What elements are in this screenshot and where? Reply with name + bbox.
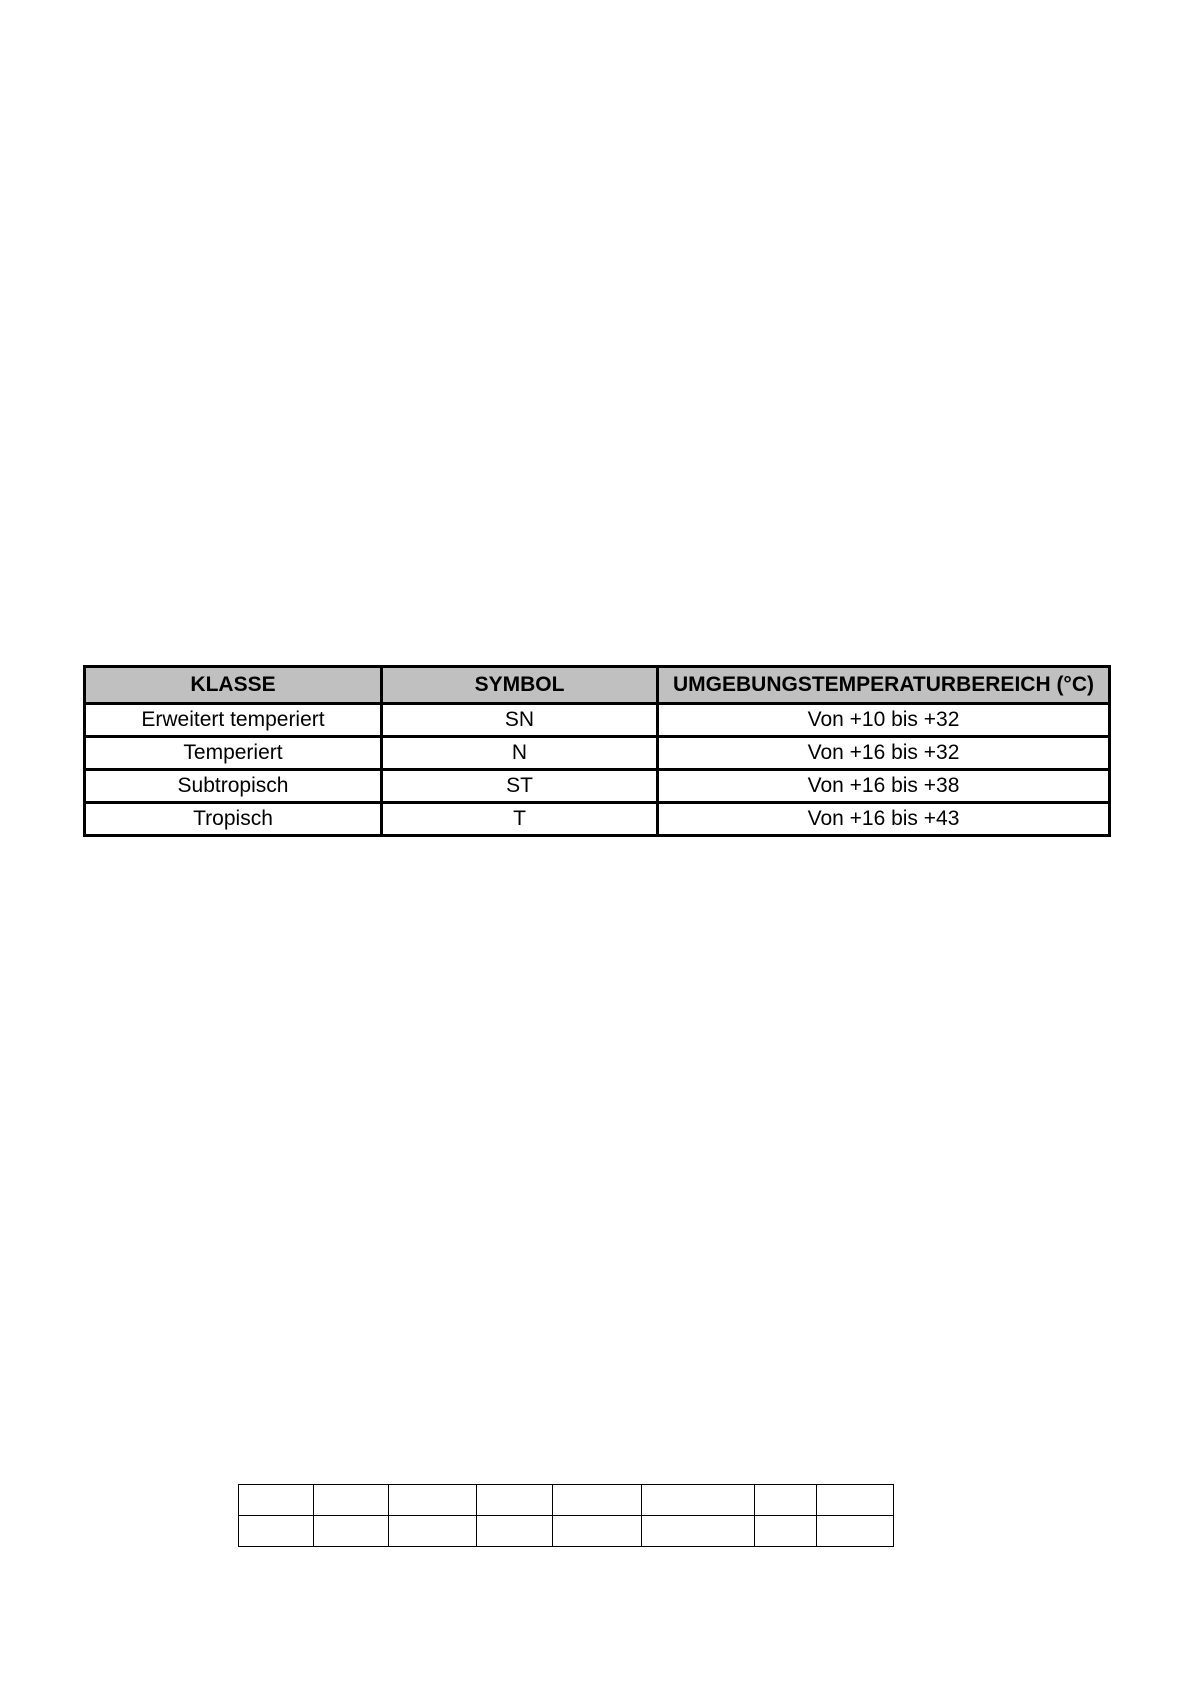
header-klasse: KLASSE <box>85 667 382 704</box>
cell-symbol: SN <box>382 704 658 737</box>
empty-grid-body <box>239 1485 894 1547</box>
climate-class-table <box>83 665 1111 837</box>
empty-grid-cell <box>553 1485 642 1516</box>
cell-class: Tropisch <box>85 803 382 836</box>
empty-grid-cell <box>389 1516 477 1547</box>
cell-class: Temperiert <box>85 737 382 770</box>
empty-grid-cell <box>642 1516 755 1547</box>
cell-range: Von +16 bis +32 <box>658 737 1110 770</box>
table-header-row <box>85 667 1110 704</box>
empty-grid-cell <box>477 1485 553 1516</box>
empty-grid-row <box>239 1485 894 1516</box>
empty-grid-cell <box>314 1485 389 1516</box>
empty-grid-row <box>239 1516 894 1547</box>
cell-class: Erweitert temperiert <box>85 704 382 737</box>
empty-grid-cell <box>755 1516 817 1547</box>
empty-grid-cell <box>553 1516 642 1547</box>
cell-range: Von +10 bis +32 <box>658 704 1110 737</box>
table-row <box>85 770 1110 803</box>
empty-grid-cell <box>314 1516 389 1547</box>
cell-range: Von +16 bis +38 <box>658 770 1110 803</box>
cell-symbol: N <box>382 737 658 770</box>
table-row <box>85 803 1110 836</box>
header-symbol: SYMBOL <box>382 667 658 704</box>
table-row <box>85 704 1110 737</box>
cell-class: Subtropisch <box>85 770 382 803</box>
empty-grid-cell <box>755 1485 817 1516</box>
empty-grid-cell <box>817 1516 894 1547</box>
header-temperature-range: UMGEBUNGSTEMPERATURBEREICH (°C) <box>658 667 1110 704</box>
table-row <box>85 737 1110 770</box>
empty-grid-table <box>238 1484 894 1547</box>
empty-grid-cell <box>389 1485 477 1516</box>
cell-symbol: ST <box>382 770 658 803</box>
empty-grid-cell <box>642 1485 755 1516</box>
empty-grid-cell <box>239 1485 314 1516</box>
cell-symbol: T <box>382 803 658 836</box>
empty-grid-cell <box>817 1485 894 1516</box>
cell-range: Von +16 bis +43 <box>658 803 1110 836</box>
empty-grid-cell <box>477 1516 553 1547</box>
empty-grid-cell <box>239 1516 314 1547</box>
